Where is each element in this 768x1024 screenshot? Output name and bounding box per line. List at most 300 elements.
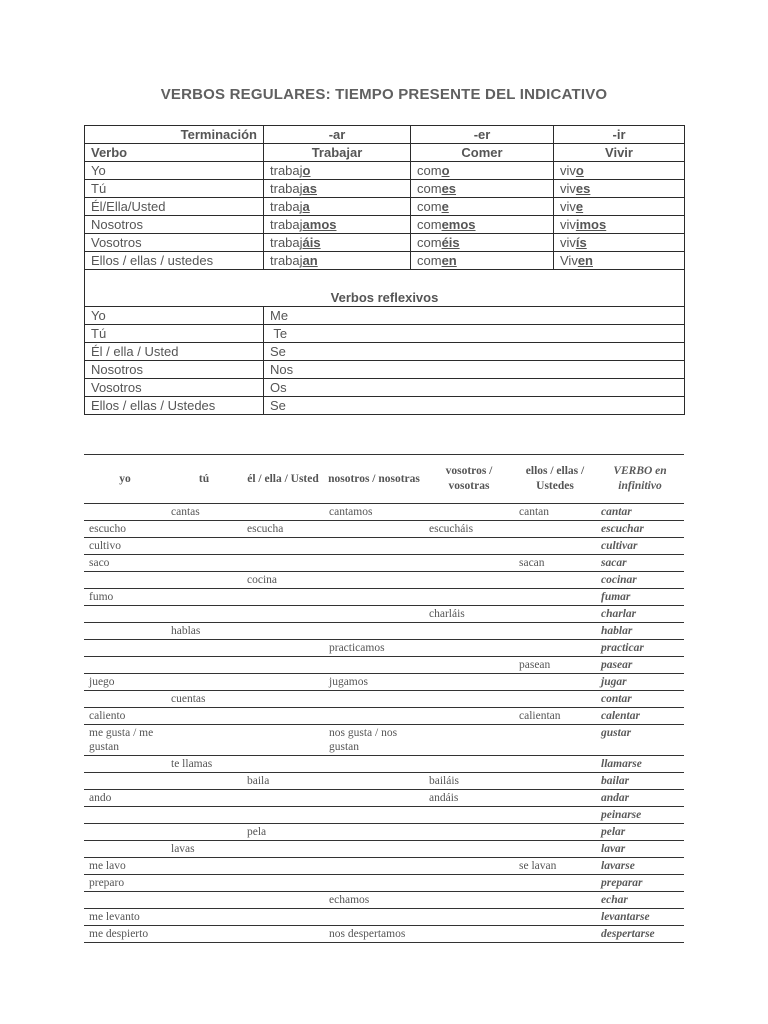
exercise-header-cell: ellos / ellas / Ustedes <box>514 455 596 504</box>
reflexive-row <box>85 397 685 415</box>
exercise-cell-ellos <box>514 725 596 756</box>
exercise-cell-vosotros <box>424 909 514 926</box>
exercise-cell-el <box>242 756 324 773</box>
exercise-row <box>84 824 684 841</box>
exercise-cell-ellos <box>514 521 596 538</box>
exercise-cell-inf: cantar <box>596 504 684 521</box>
exercise-row <box>84 773 684 790</box>
exercise-cell-el <box>242 708 324 725</box>
exercise-cell-vosotros <box>424 725 514 756</box>
ending: o <box>302 163 311 178</box>
exercise-cell-tu <box>166 572 242 589</box>
exercise-cell-ellos <box>514 606 596 623</box>
exercise-cell-el: escucha <box>242 521 324 538</box>
stem: trabaj <box>270 235 303 250</box>
exercise-row <box>84 589 684 606</box>
form-er-cell <box>411 162 554 180</box>
exercise-cell-yo: me despierto <box>84 926 166 943</box>
exercise-cell-el <box>242 807 324 824</box>
exercise-cell-el <box>242 725 324 756</box>
exercise-cell-vosotros <box>424 538 514 555</box>
exercise-cell-inf: andar <box>596 790 684 807</box>
exercise-cell-nosotros <box>324 909 424 926</box>
exercise-row <box>84 640 684 657</box>
exercise-cell-el <box>242 555 324 572</box>
exercise-row <box>84 892 684 909</box>
stem: com <box>417 181 442 196</box>
ending: áis <box>302 235 321 250</box>
exercise-cell-tu <box>166 892 242 909</box>
form-ir-cell <box>554 252 685 270</box>
pronoun-cell: Ellos / ellas / ustedes <box>85 252 264 270</box>
exercise-cell-nosotros <box>324 708 424 725</box>
exercise-cell-el: pela <box>242 824 324 841</box>
form-ar-cell <box>264 216 411 234</box>
exercise-cell-el <box>242 623 324 640</box>
exercise-row <box>84 875 684 892</box>
exercise-cell-inf: contar <box>596 691 684 708</box>
exercise-cell-tu <box>166 555 242 572</box>
exercise-cell-vosotros <box>424 841 514 858</box>
exercise-cell-inf: gustar <box>596 725 684 756</box>
exercise-cell-tu <box>166 708 242 725</box>
ending: emos <box>441 217 476 232</box>
reflexive-pronoun: Yo <box>85 307 264 325</box>
exercise-cell-inf: hablar <box>596 623 684 640</box>
reflexive-pronoun: Vosotros <box>85 379 264 397</box>
stem: com <box>417 235 442 250</box>
exercise-cell-vosotros: bailáis <box>424 773 514 790</box>
exercise-cell-tu <box>166 589 242 606</box>
exercise-cell-yo: cultivo <box>84 538 166 555</box>
pronoun-cell: Yo <box>85 162 264 180</box>
exercise-cell-inf: escuchar <box>596 521 684 538</box>
verb-er: Comer <box>411 144 554 162</box>
exercise-cell-yo: me gusta / me gustan <box>84 725 166 756</box>
exercise-cell-ellos <box>514 674 596 691</box>
exercise-cell-yo <box>84 623 166 640</box>
exercise-cell-nosotros <box>324 657 424 674</box>
form-ir-cell <box>554 162 685 180</box>
stem: viv <box>560 199 576 214</box>
exercise-header-cell: él / ella / Usted <box>242 455 324 504</box>
exercise-row <box>84 521 684 538</box>
reflexive-pronoun: Tú <box>85 325 264 343</box>
reflexive-row <box>85 325 685 343</box>
reflexive-row <box>85 307 685 325</box>
exercise-cell-tu <box>166 807 242 824</box>
ending-ar: -ar <box>264 126 411 144</box>
exercise-cell-inf: cocinar <box>596 572 684 589</box>
exercise-row <box>84 858 684 875</box>
ending: o <box>575 163 584 178</box>
exercise-cell-ellos: calientan <box>514 708 596 725</box>
exercise-row <box>84 538 684 555</box>
reflexive-row <box>85 361 685 379</box>
exercise-cell-inf: jugar <box>596 674 684 691</box>
exercise-cell-vosotros <box>424 858 514 875</box>
stem: viv <box>560 181 576 196</box>
conjugation-row <box>85 234 685 252</box>
form-ar-cell <box>264 252 411 270</box>
exercise-cell-yo: caliento <box>84 708 166 725</box>
reflexive-value: Nos <box>264 361 685 379</box>
exercise-cell-ellos <box>514 807 596 824</box>
exercise-cell-yo <box>84 691 166 708</box>
exercise-cell-ellos: cantan <box>514 504 596 521</box>
exercise-row <box>84 807 684 824</box>
stem: trabaj <box>270 163 303 178</box>
exercise-cell-yo <box>84 657 166 674</box>
exercise-row <box>84 841 684 858</box>
exercise-row <box>84 572 684 589</box>
exercise-cell-el <box>242 589 324 606</box>
exercise-header-cell: yo <box>84 455 166 504</box>
exercise-cell-inf: lavarse <box>596 858 684 875</box>
form-ir-cell <box>554 234 685 252</box>
exercise-cell-ellos <box>514 926 596 943</box>
conjugation-row <box>85 180 685 198</box>
exercise-cell-inf: charlar <box>596 606 684 623</box>
exercise-cell-tu <box>166 606 242 623</box>
reflexive-pronoun: Él / ella / Usted <box>85 343 264 361</box>
ending: es <box>441 181 457 196</box>
ending-label: Terminación <box>85 126 264 144</box>
exercise-cell-yo: saco <box>84 555 166 572</box>
conjugation-row <box>85 198 685 216</box>
verb-header-row <box>85 144 685 162</box>
exercise-cell-yo <box>84 572 166 589</box>
exercise-cell-vosotros <box>424 926 514 943</box>
exercise-cell-vosotros <box>424 892 514 909</box>
exercise-cell-yo <box>84 606 166 623</box>
ending: an <box>302 253 318 268</box>
exercise-cell-el <box>242 858 324 875</box>
exercise-row <box>84 790 684 807</box>
exercise-cell-inf: sacar <box>596 555 684 572</box>
form-er-cell <box>411 252 554 270</box>
exercise-cell-yo: fumo <box>84 589 166 606</box>
form-ar-cell <box>264 180 411 198</box>
exercise-cell-el <box>242 504 324 521</box>
exercise-cell-ellos <box>514 640 596 657</box>
reflexive-value: Me <box>264 307 685 325</box>
exercise-cell-nosotros <box>324 841 424 858</box>
ending: e <box>441 199 449 214</box>
verb-ir: Vivir <box>554 144 685 162</box>
exercise-cell-ellos <box>514 538 596 555</box>
exercise-cell-vosotros <box>424 589 514 606</box>
ending: a <box>302 199 310 214</box>
stem: viv <box>560 235 576 250</box>
exercise-cell-inf: echar <box>596 892 684 909</box>
exercise-cell-tu <box>166 926 242 943</box>
exercise-cell-vosotros <box>424 875 514 892</box>
exercise-row <box>84 725 684 756</box>
ending: amos <box>302 217 337 232</box>
exercise-cell-el <box>242 640 324 657</box>
exercise-cell-yo: preparo <box>84 875 166 892</box>
exercise-cell-inf: levantarse <box>596 909 684 926</box>
exercise-cell-vosotros <box>424 657 514 674</box>
exercise-cell-inf: despertarse <box>596 926 684 943</box>
form-ar-cell <box>264 198 411 216</box>
exercise-header-cell: nosotros / nosotras <box>324 455 424 504</box>
exercise-cell-nosotros <box>324 756 424 773</box>
exercise-cell-vosotros: escucháis <box>424 521 514 538</box>
exercise-cell-nosotros <box>324 790 424 807</box>
exercise-header-row <box>84 455 684 504</box>
stem: trabaj <box>270 253 303 268</box>
reflexive-value: Os <box>264 379 685 397</box>
reflexive-title: Verbos reflexivos <box>85 270 685 307</box>
exercise-cell-inf: peinarse <box>596 807 684 824</box>
exercise-cell-inf: lavar <box>596 841 684 858</box>
exercise-cell-ellos <box>514 572 596 589</box>
ending-header-row <box>85 126 685 144</box>
exercise-cell-vosotros <box>424 504 514 521</box>
exercise-cell-el <box>242 674 324 691</box>
ending: as <box>302 181 317 196</box>
exercise-cell-nosotros <box>324 807 424 824</box>
exercise-cell-ellos <box>514 875 596 892</box>
reflexive-pronoun: Nosotros <box>85 361 264 379</box>
exercise-cell-tu: cuentas <box>166 691 242 708</box>
exercise-table <box>84 454 684 943</box>
reflexive-pronoun: Ellos / ellas / Ustedes <box>85 397 264 415</box>
exercise-cell-inf: fumar <box>596 589 684 606</box>
exercise-cell-el: baila <box>242 773 324 790</box>
exercise-cell-nosotros: jugamos <box>324 674 424 691</box>
exercise-cell-yo: escucho <box>84 521 166 538</box>
page-title: VERBOS REGULARES: TIEMPO PRESENTE DEL INDICATIVO <box>160 86 608 103</box>
exercise-cell-vosotros: andáis <box>424 790 514 807</box>
exercise-cell-ellos: pasean <box>514 657 596 674</box>
exercise-cell-yo <box>84 640 166 657</box>
ending: imos <box>575 217 607 232</box>
verb-ar: Trabajar <box>264 144 411 162</box>
exercise-cell-el <box>242 892 324 909</box>
exercise-cell-ellos <box>514 623 596 640</box>
ending: o <box>441 163 450 178</box>
conjugation-row <box>85 216 685 234</box>
exercise-cell-yo <box>84 824 166 841</box>
reflexive-value: Se <box>264 397 685 415</box>
exercise-cell-vosotros <box>424 824 514 841</box>
form-er-cell <box>411 198 554 216</box>
exercise-cell-nosotros <box>324 858 424 875</box>
exercise-cell-el <box>242 926 324 943</box>
exercise-cell-nosotros <box>324 691 424 708</box>
exercise-cell-yo: me levanto <box>84 909 166 926</box>
exercise-cell-inf: pasear <box>596 657 684 674</box>
exercise-cell-el <box>242 691 324 708</box>
form-er-cell <box>411 180 554 198</box>
exercise-row <box>84 504 684 521</box>
exercise-cell-tu: hablas <box>166 623 242 640</box>
exercise-cell-tu: cantas <box>166 504 242 521</box>
exercise-cell-tu <box>166 875 242 892</box>
exercise-cell-ellos <box>514 691 596 708</box>
exercise-cell-vosotros <box>424 674 514 691</box>
exercise-row <box>84 756 684 773</box>
exercise-row <box>84 674 684 691</box>
exercise-cell-tu <box>166 521 242 538</box>
exercise-cell-nosotros <box>324 538 424 555</box>
exercise-cell-vosotros: charláis <box>424 606 514 623</box>
form-ar-cell <box>264 234 411 252</box>
exercise-cell-nosotros <box>324 572 424 589</box>
exercise-cell-yo: ando <box>84 790 166 807</box>
exercise-cell-inf: calentar <box>596 708 684 725</box>
reflexive-value: Te <box>264 325 685 343</box>
exercise-cell-nosotros: nos despertamos <box>324 926 424 943</box>
exercise-cell-tu <box>166 790 242 807</box>
exercise-cell-ellos <box>514 589 596 606</box>
exercise-cell-ellos <box>514 909 596 926</box>
form-er-cell <box>411 234 554 252</box>
exercise-cell-tu <box>166 773 242 790</box>
ending: e <box>575 199 584 214</box>
exercise-cell-nosotros: cantamos <box>324 504 424 521</box>
exercise-cell-vosotros <box>424 640 514 657</box>
exercise-cell-el <box>242 909 324 926</box>
exercise-cell-vosotros <box>424 756 514 773</box>
exercise-cell-nosotros <box>324 875 424 892</box>
exercise-cell-el <box>242 657 324 674</box>
exercise-header-cell: tú <box>166 455 242 504</box>
exercise-cell-vosotros <box>424 708 514 725</box>
exercise-cell-el <box>242 790 324 807</box>
exercise-header-cell: VERBO en infinitivo <box>596 455 684 504</box>
conjugation-row <box>85 162 685 180</box>
exercise-cell-vosotros <box>424 555 514 572</box>
exercise-row <box>84 657 684 674</box>
exercise-cell-inf: llamarse <box>596 756 684 773</box>
ending-er: -er <box>411 126 554 144</box>
exercise-cell-inf: cultivar <box>596 538 684 555</box>
exercise-cell-nosotros: echamos <box>324 892 424 909</box>
stem: com <box>417 199 442 214</box>
exercise-row <box>84 555 684 572</box>
exercise-cell-tu <box>166 824 242 841</box>
exercise-cell-el <box>242 538 324 555</box>
conjugation-row <box>85 252 685 270</box>
exercise-row <box>84 926 684 943</box>
exercise-row <box>84 708 684 725</box>
exercise-cell-ellos <box>514 756 596 773</box>
exercise-cell-yo <box>84 756 166 773</box>
form-er-cell <box>411 216 554 234</box>
exercise-cell-tu: lavas <box>166 841 242 858</box>
exercise-cell-nosotros <box>324 623 424 640</box>
form-ir-cell <box>554 198 685 216</box>
exercise-row <box>84 606 684 623</box>
exercise-cell-tu: te llamas <box>166 756 242 773</box>
exercise-cell-tu <box>166 858 242 875</box>
exercise-cell-tu <box>166 538 242 555</box>
ending-ir: -ir <box>554 126 685 144</box>
exercise-cell-nosotros <box>324 773 424 790</box>
pronoun-cell: Vosotros <box>85 234 264 252</box>
exercise-cell-inf: pelar <box>596 824 684 841</box>
pronoun-cell: Él/Ella/Usted <box>85 198 264 216</box>
pronoun-cell: Nosotros <box>85 216 264 234</box>
exercise-cell-nosotros: practicamos <box>324 640 424 657</box>
stem: com <box>417 217 442 232</box>
ending: en <box>441 253 457 268</box>
reflexive-header-row <box>85 270 685 307</box>
exercise-cell-tu <box>166 674 242 691</box>
exercise-cell-nosotros: nos gusta / nos gustan <box>324 725 424 756</box>
stem: viv <box>560 163 576 178</box>
exercise-header-cell: vosotros / vosotras <box>424 455 514 504</box>
exercise-row <box>84 909 684 926</box>
exercise-cell-ellos <box>514 892 596 909</box>
reflexive-value: Se <box>264 343 685 361</box>
conjugation-table <box>84 125 685 415</box>
exercise-cell-ellos <box>514 841 596 858</box>
exercise-cell-inf: preparar <box>596 875 684 892</box>
exercise-cell-inf: bailar <box>596 773 684 790</box>
exercise-cell-tu <box>166 640 242 657</box>
reflexive-row <box>85 379 685 397</box>
exercise-cell-tu <box>166 657 242 674</box>
ending: en <box>577 253 593 268</box>
verb-label: Verbo <box>85 144 264 162</box>
exercise-cell-inf: practicar <box>596 640 684 657</box>
stem: Viv <box>560 253 578 268</box>
exercise-cell-ellos <box>514 773 596 790</box>
reflexive-row <box>85 343 685 361</box>
ending: éis <box>441 235 460 250</box>
exercise-row <box>84 691 684 708</box>
stem: trabaj <box>270 181 303 196</box>
stem: trabaj <box>270 199 303 214</box>
form-ir-cell <box>554 216 685 234</box>
exercise-cell-nosotros <box>324 555 424 572</box>
exercise-cell-vosotros <box>424 691 514 708</box>
ending: es <box>575 181 591 196</box>
exercise-cell-vosotros <box>424 572 514 589</box>
exercise-cell-tu <box>166 725 242 756</box>
exercise-cell-ellos <box>514 790 596 807</box>
stem: viv <box>560 217 576 232</box>
form-ar-cell <box>264 162 411 180</box>
exercise-cell-el <box>242 606 324 623</box>
exercise-cell-ellos: sacan <box>514 555 596 572</box>
exercise-cell-nosotros <box>324 521 424 538</box>
stem: com <box>417 253 442 268</box>
exercise-cell-nosotros <box>324 589 424 606</box>
form-ir-cell <box>554 180 685 198</box>
exercise-cell-el: cocina <box>242 572 324 589</box>
exercise-cell-ellos <box>514 824 596 841</box>
exercise-cell-el <box>242 875 324 892</box>
stem: com <box>417 163 442 178</box>
exercise-cell-vosotros <box>424 623 514 640</box>
exercise-cell-ellos: se lavan <box>514 858 596 875</box>
exercise-cell-yo: juego <box>84 674 166 691</box>
ending: ís <box>575 235 587 250</box>
pronoun-cell: Tú <box>85 180 264 198</box>
exercise-row <box>84 623 684 640</box>
exercise-cell-tu <box>166 909 242 926</box>
exercise-cell-vosotros <box>424 807 514 824</box>
stem: trabaj <box>270 217 303 232</box>
exercise-cell-yo: me lavo <box>84 858 166 875</box>
exercise-cell-yo <box>84 807 166 824</box>
